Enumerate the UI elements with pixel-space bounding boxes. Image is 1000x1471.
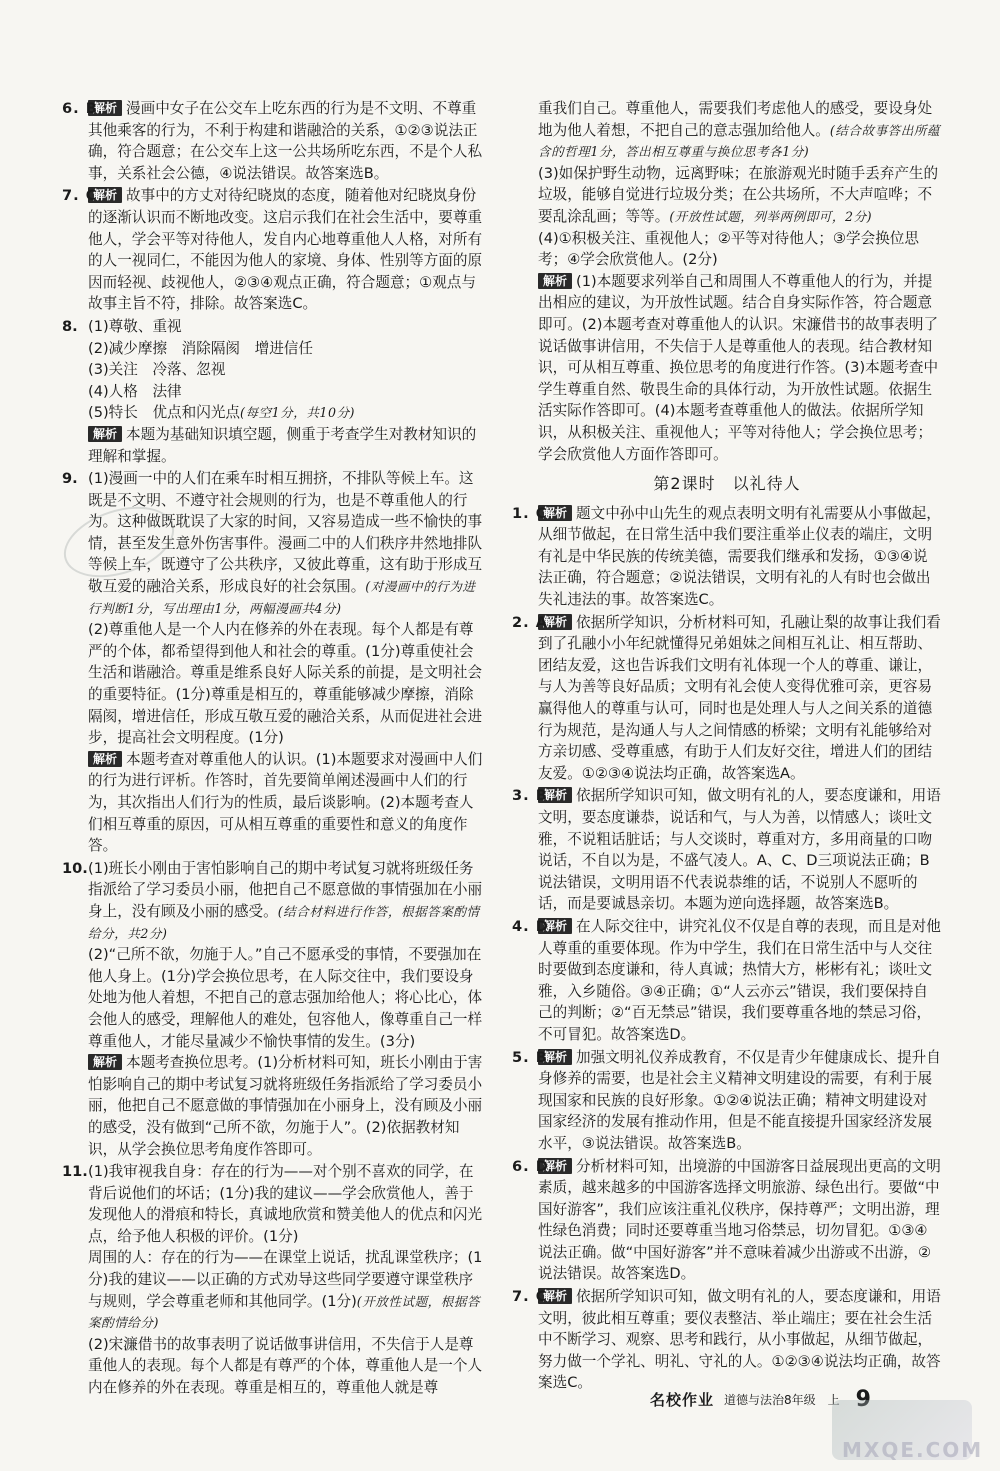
answer-item-6: [62, 98, 487, 184]
question-number: 10.: [62, 859, 88, 877]
analysis-tag: 解析: [88, 751, 122, 767]
answer-text: (3)如保护野生动物，远离野味；在旅游观光时随手丢弃产生的垃圾，能够自觉进行垃圾分类；在公共场所，不大声喧哗；不要乱涂乱画；等等。: [538, 164, 939, 225]
sub-answer: (5)特长 优点和闪光点: [88, 404, 241, 422]
analysis-text: 分析材料可知，出境游的中国游客日益展现出更高的文明素质，越来越多的中国游客选择文明旅游、绿色出行。要做“中国好游客”，我们应该注重礼仪秩序，保持尊严；文明出游，理性绿色消费；同时还要尊重当地习俗禁忌，切勿冒犯。①③④说法正确。做“中国好游客”并不意味着减少出游或不出游，②说法错误。故答案选D。: [538, 1157, 941, 1283]
answer-item-r5: [512, 1047, 942, 1155]
sub-answer: (4)人格 法律: [88, 382, 182, 400]
footer-brand: 名校作业: [650, 1391, 715, 1409]
analysis-tag: 解析: [88, 426, 122, 442]
score-note: (每空1分，共10分): [240, 405, 355, 421]
answer-text: (1)班长小刚由于害怕影响自己的期中考试复习就将班级任务指派给了学习委员小丽，他把自己不愿意做的事情强加在小丽身上，没有顾及小丽的感受。: [88, 859, 483, 920]
question-number: 5. B: [512, 1048, 548, 1066]
analysis-text: 依据所学知识可知，做文明有礼的人，要态度谦和，用语文明，彼此相互尊重；要仪表整洁、举止端庄；要在社会生活中不断学习、观察、思考和践行，从小事做起，从细节做起，努力做一个学礼、明礼、守礼的人。①②③④说法均正确，故答案选C。: [538, 1288, 941, 1392]
score-note: (开放性试题，根据答案酌情给分): [88, 1293, 481, 1331]
analysis-text: 依据所学知识，分析材料可知，孔融让梨的故事让我们看到了孔融小小年纪就懂得兄弟姐妹之间相互礼让、相互帮助、团结友爱，这也告诉我们文明有礼体现一个人的尊重、谦让，与人为善等良好品质；文明有礼会使人变得优雅可亲，更容易赢得他人的尊重与认可，同时也是处理人与人之间关系的道德行为规范，是沟通人与人之间情感的桥梁；文明有礼能够给对方亲切感、受尊重感，有助于人们友好交往，增进人们的团结友爱。①②③④说法均正确，故答案选A。: [538, 613, 941, 782]
analysis-tag: 解析: [538, 273, 572, 289]
analysis-tag: 解析: [538, 1158, 572, 1174]
question-number: 3. B: [512, 787, 548, 805]
score-note: (结合故事答出所蕴含的哲理1分，答出相互尊重与换位思考各1分): [538, 122, 941, 160]
question-number: 7. C: [62, 187, 98, 205]
score-note: (开放性试题，列举两例即可，2分): [669, 208, 873, 224]
analysis-tag: 解析: [538, 505, 572, 521]
analysis-text: 在人际交往中，讲究礼仪不仅是自尊的表现，而且是对他人尊重的重要体现。作为中学生，我们在日常生活中与人交往时要做到态度谦和，待人真诚；热情大方，彬彬有礼；谈吐文雅，入乡随俗。③④正确；①“人云亦云”错误，我们要保持自己的判断；②“百无禁忌”错误，我们要尊重各地的禁忌习俗，不可冒犯。故答案选D。: [538, 917, 941, 1043]
question-number: 6. B: [62, 100, 98, 117]
answer-item-r2: [512, 612, 942, 785]
analysis-tag: 解析: [538, 1288, 572, 1304]
answer-text: 重我们自己。尊重他人，需要我们考虑他人的感受，要设身处地为他人着想，不把自己的意志强加给他人。: [538, 100, 933, 139]
answer-item-r3: [512, 785, 942, 915]
page-number: 9: [855, 1387, 871, 1412]
analysis-tag: 解析: [538, 614, 572, 630]
question-number: 6. D: [512, 1157, 549, 1175]
answer-item-8: [62, 316, 487, 467]
analysis-text: 故事中的方丈对待纪晓岚的态度，随着他对纪晓岚身份的逐渐认识而不断地改变。这启示我们在社会生活中，要尊重他人，学会平等对待他人，发自内心地尊重他人人格，对所有的人一视同仁，不能因为他人的家境、身体、性别等方面的原因而轻视、歧视他人，②③④观点正确，符合题意；①观点与故事主旨不符，排除。故答案选C。: [88, 187, 483, 313]
question-number: 8.: [62, 317, 78, 335]
answer-item-r4: [512, 916, 942, 1046]
answer-text: (2)宋濂借书的故事表明了说话做事讲信用，不失信于人是尊重他人的表现。每个人都是有尊严的个体，尊重他人是一个人内在修养的外在表现。尊重是相互的，尊重他人就是尊: [88, 1335, 483, 1397]
analysis-text: (1)本题要求列举自己和周围人不尊重他人的行为，并提出相应的建议，为开放性试题。结合自身实际作答，符合题意即可。(2)本题考查对尊重他人的认识。宋濂借书的故事表明了说话做事讲信用，不失信于人是尊重他人的表现。结合教材知识，可从相互尊重、换位思考的角度进行作答。(3)本题考查中学生尊重自然、敬畏生命的具体行动，为开放性试题。依据生活实际作答即可。(4)本题考查尊重他人的做法。依据所学知识，从积极关注、重视他人；平等对待他人；学会换位思考；学会欣赏他人方面作答即可。: [538, 272, 939, 463]
answer-text: (4)①积极关注、重视他人；②平等对待他人；③学会换位思考；④学会欣赏他人。(2分): [538, 229, 919, 269]
score-note: (对漫画中的行为进行判断1分，写出理由1分，两幅漫画共4分): [88, 579, 476, 616]
analysis-text: 题文中孙中山先生的观点表明文明有礼需要从小事做起，从细节做起，在日常生活中我们要注重举止仪表的端庄，文明有礼是中华民族的传统美德，需要我们继承和发扬，①③④说法正确，符合题意；②说法错误，文明有礼的人有时也会做出失礼违法的事。故答案选C。: [538, 504, 941, 609]
question-number: 9.: [62, 470, 78, 488]
analysis-text: 本题考查对尊重他人的认识。(1)本题要求对漫画中人们的行为进行评析。作答时，首先要简单阐述漫画中人们的行为，其次指出人们行为的性质，最后谈影响。(2)本题考查人们相互尊重的原因，可从相互尊重的重要性和意义的角度作答。: [88, 750, 483, 855]
answer-item-11: [62, 1161, 487, 1399]
answer-item-11-continued: [512, 98, 942, 465]
question-number: 7. C: [512, 1288, 548, 1306]
analysis-tag: 解析: [538, 1049, 572, 1065]
sub-answer: (3)关注 冷落、忽视: [88, 361, 226, 379]
answer-item-r1: [512, 503, 942, 611]
answer-text: (2)尊重他人是一个人内在修养的外在表现。每个人都是有尊严的个体，都希望得到他人和社会的尊重。(1分)尊重使社会生活和谐融洽。尊重是维系良好人际关系的前提，是文明社会的重要特征。(1分)尊重是相互的，尊重能够减少摩擦，消除隔阂，增进信任，形成互敬互爱的融洽关系，从而促进社会进步，提高社会文明程度。(1分): [88, 621, 483, 747]
question-number: 4. D: [512, 917, 549, 935]
analysis-text: 依据所学知识可知，做文明有礼的人，要态度谦和，用语文明，要态度谦恭，说话和气，与人为善，以情感人；谈吐文雅，不说粗话脏话；与人交谈时，尊重对方，多用商量的口吻说话，不自以为是，不盛气凌人。A、C、D三项说法正确；B说法错误，文明用语不代表说恭维的话，不说别人不愿听的话，而是要诚恳亲切。本题为逆向选择题，故答案选B。: [538, 787, 941, 913]
analysis-text: 漫画中女子在公交车上吃东西的行为是不文明、不尊重其他乘客的行为，不利于构建和谐融洽的关系，①②③说法正确，符合题意；在公交车上这一公共场所吃东西，不是个人私事，关系社会公德，④说法错误。故答案选B。: [88, 100, 483, 182]
analysis-text: 本题为基础知识填空题，侧重于考查学生对教材知识的理解和掌握。: [88, 425, 477, 465]
analysis-tag: 解析: [88, 100, 122, 116]
answer-item-r6: [512, 1156, 942, 1286]
answer-item-r7: [512, 1286, 942, 1394]
right-column: [512, 98, 942, 1395]
question-number: 11.: [62, 1163, 88, 1181]
answer-text: (1)漫画一中的人们在乘车时相互拥挤，不排队等候上车。这既是不文明、不遵守社会规则的行为，也是不尊重他人的行为。这种做既耽误了大家的时间，又容易造成一些不愉快的事情，甚至发生意外伤害事件。漫画二中的人们秩序井然地排队等候上车，既遵守了公共秩序，又彼此尊重，这有助于形成互敬互爱的融洽关系，形成良好的社会氛围。: [88, 470, 483, 596]
sub-answer: (2)减少摩擦 消除隔阂 增进信任: [88, 339, 313, 357]
score-note: (结合材料进行作答，根据答案酌情给分，共2分): [88, 903, 480, 941]
question-number: 2. A: [512, 613, 549, 631]
answer-item-9: [62, 468, 487, 857]
left-column: [62, 98, 487, 1400]
section-title: 第2课时 以礼待人: [653, 474, 801, 494]
answer-text: 周围的人：存在的行为——在课堂上说话，扰乱课堂秩序；(1分)我的建议——以正确的方式劝导这些同学要遵守课堂秩序与规则，学会尊重老师和其他同学。(1分): [88, 1249, 483, 1310]
answer-item-10: [62, 858, 487, 1160]
analysis-text: 加强文明礼仪养成教育，不仅是青少年健康成长、提升自身修养的需要，也是社会主义精神文明建设的需要，有利于展现国家和民族的良好形象。①②④说法正确；精神文明建设对国家经济的发展有推动作用，但是不能直接提升国家经济发展水平，③说法错误。故答案选B。: [538, 1048, 941, 1152]
answer-item-7: [62, 185, 487, 315]
sub-answer: (1)尊敬、重视: [88, 317, 182, 335]
analysis-text: 本题考查换位思考。(1)分析材料可知，班长小刚由于害怕影响自己的期中考试复习就将班级任务指派给了学习委员小丽，他把自己不愿意做的事情强加在小丽身上，没有顾及小丽的感受，没有做到“己所不欲，勿施于人”。(2)依据教材知识，从学会换位思考角度作答即可。: [88, 1054, 483, 1158]
question-number: 1. C: [512, 504, 548, 522]
footer-subject: 道德与法治8年级 上: [724, 1393, 840, 1407]
watermark-text: MXQE.COM: [842, 1438, 984, 1462]
answer-text: (2)“己所不欲，勿施于人。”自己不愿承受的事情，不要强加在他人身上。(1分)学会换位思考，在人际交往中，我们要设身处地为他人着想，不把自己的意志强加给他人；将心比心，体会他人的感受，理解他人的难处，包容他人，像尊重自己一样尊重他人，才能尽量减少不愉快事情的发生。(3分): [88, 946, 483, 1050]
analysis-tag: 解析: [88, 187, 122, 203]
analysis-tag: 解析: [538, 787, 572, 803]
answer-text: (1)我审视我自身：存在的行为——对个别不喜欢的同学，在背后说他们的坏话；(1分)我的建议——学会欣赏他人，善于发现他人的滑痕和特长，真诚地欣赏和赞美他人的优点和闪光点，给予他人积极的评价。(1分): [88, 1163, 483, 1245]
analysis-tag: 解析: [88, 1054, 122, 1070]
analysis-tag: 解析: [538, 918, 572, 934]
